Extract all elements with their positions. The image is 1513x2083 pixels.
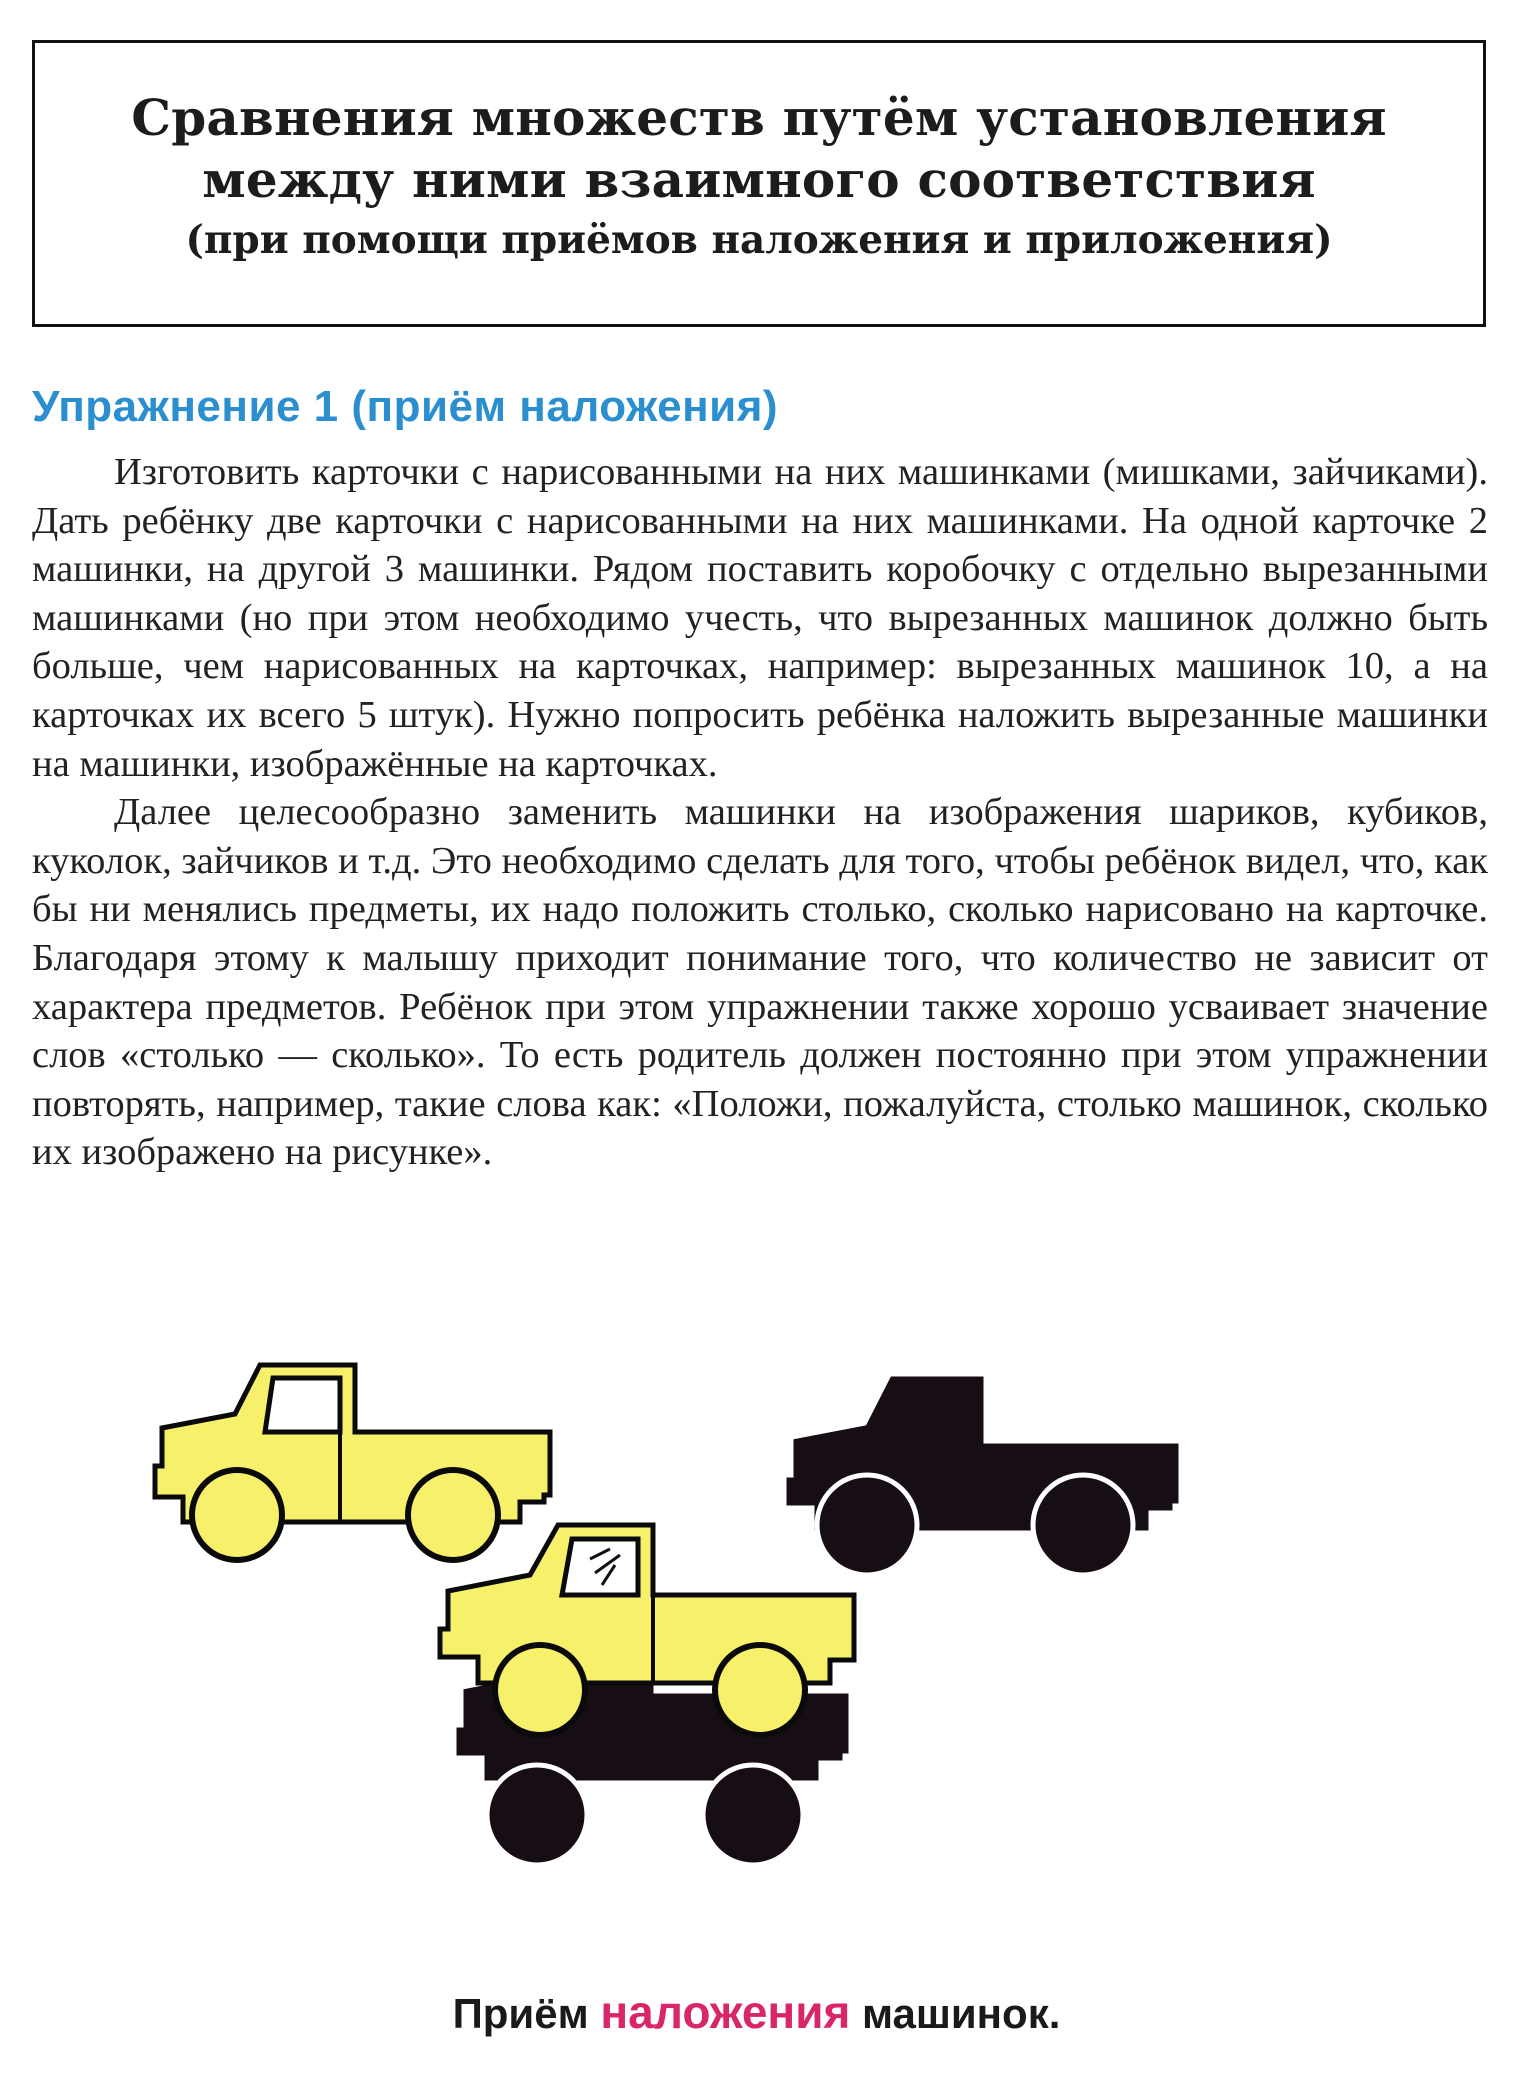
dark-truck-rear-wheel (1033, 1475, 1133, 1575)
overlay-yellow-truck-window (562, 1539, 638, 1595)
yellow-truck (155, 1365, 550, 1560)
paragraph-1: Изготовить карточки с нарисованными на них машинками (мишками, зайчиками). Дать ребёнку две карточки с нарисованными на них машинками. На одной карточке 2 машинки, на другой 3 машинки. Рядом поставить коробочку с отдельно вырезанными машинками (но при этом необходимо учесть, что вырезанных машинок должно быть больше, чем нарисованных на карточках, например: вырезанных машинок 10, а на карточках их всего 5 штук). Нужно попросить ребёнка наложить вырезанные машинки на машинки, изображённые на карточках. (32, 451, 1488, 785)
trucks-figure (0, 1320, 1513, 1960)
overlay-yellow-front-wheel (495, 1645, 585, 1735)
dark-truck-window (895, 1388, 970, 1442)
exercise-body (32, 448, 1488, 1177)
caption-before: Приём (452, 1990, 589, 2037)
overlay-dark-front-wheel (487, 1765, 587, 1865)
title-box (32, 40, 1486, 327)
yellow-truck-rear-wheel (408, 1470, 498, 1560)
caption-accent: наложения (600, 1986, 851, 2038)
yellow-truck-front-wheel (192, 1470, 282, 1560)
yellow-truck-window (265, 1378, 340, 1432)
overlay-yellow-rear-wheel (715, 1645, 805, 1735)
title-line-2: между ними взаимного соответствия (202, 150, 1316, 209)
dark-truck-front-wheel (817, 1475, 917, 1575)
figure-caption (0, 1985, 1513, 2039)
paragraph-2: Далее целесообразно заменить машинки на изображения шариков, кубиков, куколок, зайчиков и т.д. Это необходимо сделать для того, чтобы ребёнок видел, что, как бы ни менялись предметы, их надо положить столько, сколько нарисовано на карточке. Благодаря этому к малышу приходит понимание того, что количество не зависит от характера предметов. Ребёнок при этом упражнении также хорошо усваивает значение слов «столько — сколько». То есть родитель должен постоянно при этом упражнении повторять, например, такие слова как: «Положи, пожалуйста, столько машинок, сколько их изображено на рисунке». (32, 791, 1488, 1174)
overlay-dark-rear-wheel (703, 1765, 803, 1865)
caption-after: машинок. (861, 1990, 1061, 2037)
exercise-heading: Упражнение 1 (приём наложения) (32, 382, 779, 431)
overlay-trucks (440, 1525, 854, 1865)
title-line-1: Сравнения множеств путём установления (131, 88, 1387, 147)
dark-truck (785, 1375, 1180, 1575)
title-subtitle: (при помощи приёмов наложения и приложения) (185, 217, 1333, 263)
